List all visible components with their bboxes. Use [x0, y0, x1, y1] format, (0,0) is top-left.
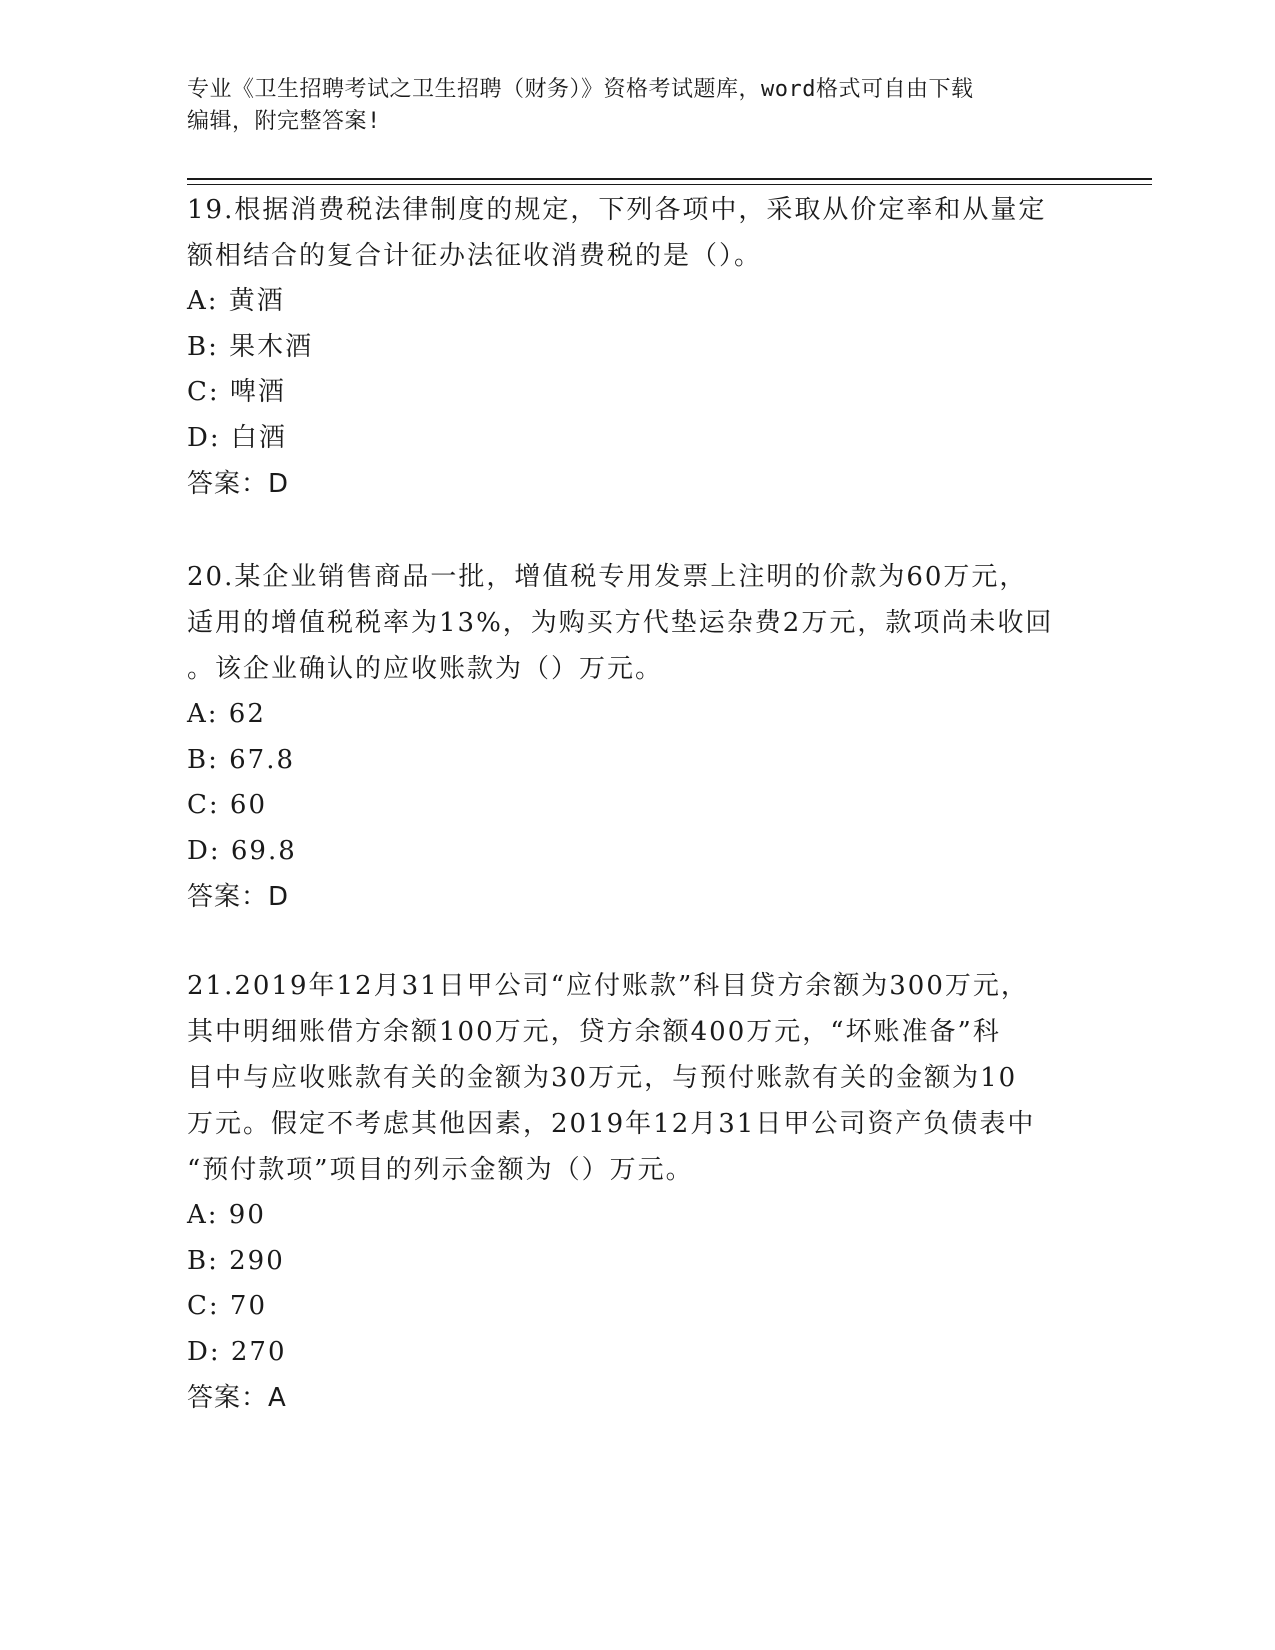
option-c: C: 啤酒 — [187, 377, 286, 407]
option-a: A: 黄酒 — [187, 286, 285, 316]
question-stem-line: 目中与应收账款有关的金额为30万元，与预付账款有关的金额为10 — [187, 1063, 1018, 1093]
question-stem-line: 19.根据消费税法律制度的规定，下列各项中，采取从价定率和从量定 — [187, 195, 1047, 225]
option-c: C: 60 — [187, 790, 268, 820]
option-b: B: 67.8 — [187, 744, 296, 775]
question-19 — [187, 187, 1087, 507]
question-stem-line: 其中明细账借方余额100万元，贷方余额400万元，“坏账准备”科 — [187, 1017, 1001, 1047]
answer-line: 答案：D — [187, 882, 290, 912]
answer-line: 答案：A — [187, 1383, 287, 1413]
option-a: A: 90 — [187, 1200, 266, 1230]
question-stem-line: 20.某企业销售商品一批，增值税专用发票上注明的价款为60万元， — [187, 562, 1028, 592]
option-d: D: 白酒 — [187, 422, 287, 453]
document-header — [187, 74, 1087, 138]
option-a: A: 62 — [187, 699, 266, 729]
option-c: C: 70 — [187, 1291, 268, 1321]
option-b: B: 290 — [187, 1245, 285, 1276]
question-21 — [187, 963, 1087, 1421]
question-20 — [187, 554, 1087, 920]
question-stem-line: 。该企业确认的应收账款为（）万元。 — [187, 654, 664, 684]
question-stem-line: “预付款项”项目的列示金额为（）万元。 — [187, 1155, 694, 1185]
question-stem-line: 额相结合的复合计征办法征收消费税的是（）。 — [187, 241, 763, 271]
header-divider-thin — [187, 184, 1152, 185]
question-stem-line: 万元。假定不考虑其他因素，2019年12月31日甲公司资产负债表中 — [187, 1109, 1036, 1139]
option-d: D: 270 — [187, 1336, 287, 1367]
header-divider-thick — [187, 178, 1152, 180]
question-stem-line: 21.2019年12月31日甲公司“应付账款”科目贷方余额为300万元， — [187, 971, 1029, 1001]
header-line-2: 编辑，附完整答案! — [187, 109, 381, 134]
question-stem-line: 适用的增值税税率为13%，为购买方代垫运杂费2万元，款项尚未收回 — [187, 608, 1054, 638]
option-b: B: 果木酒 — [187, 331, 314, 362]
option-d: D: 69.8 — [187, 835, 297, 866]
header-line-1: 专业《卫生招聘考试之卫生招聘（财务）》资格考试题库，word格式可自由下载 — [187, 77, 974, 102]
answer-line: 答案：D — [187, 469, 290, 499]
